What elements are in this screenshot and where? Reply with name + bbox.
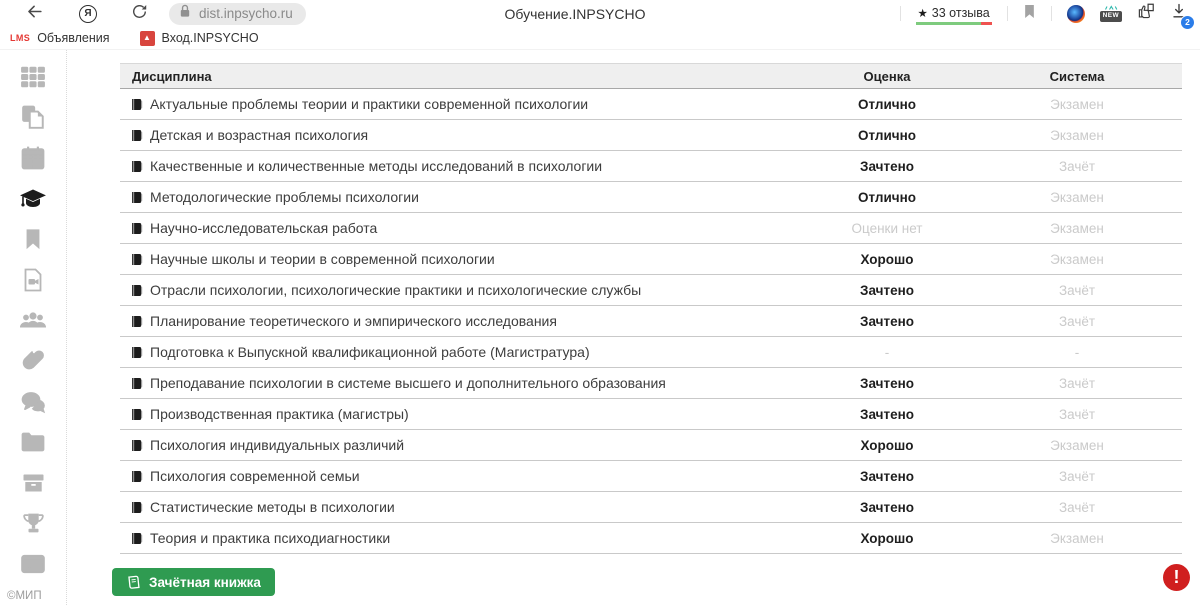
documents-icon <box>20 104 46 135</box>
header-grade: Оценка <box>863 68 911 84</box>
book-icon <box>130 470 143 483</box>
sidebar-item-grid[interactable] <box>0 59 66 100</box>
system-cell: Экзамен <box>1050 437 1104 453</box>
thumbs-icon <box>1137 2 1156 25</box>
book-icon <box>130 222 143 235</box>
sidebar-item-files[interactable] <box>0 424 66 465</box>
table-row <box>120 151 1182 182</box>
folder-icon <box>20 430 46 459</box>
system-cell: Зачёт <box>1058 282 1096 298</box>
refresh-icon <box>131 3 148 25</box>
sidebar-item-documents[interactable] <box>0 100 66 141</box>
discipline-name: Методологические проблемы психологии <box>150 189 419 205</box>
toolbar-divider <box>900 6 901 21</box>
discipline-cell[interactable] <box>120 437 802 453</box>
url-text: dist.inpsycho.ru <box>199 6 293 21</box>
grade-cell: Зачтено <box>860 375 914 391</box>
sidebar-item-users[interactable] <box>0 303 66 344</box>
system-cell: Зачёт <box>1058 406 1096 422</box>
system-cell: Экзамен <box>1050 96 1104 112</box>
book-icon <box>130 346 143 359</box>
discipline-name: Психология современной семьи <box>150 468 360 484</box>
grade-cell: Зачтено <box>860 282 914 298</box>
sidebar-item-media[interactable] <box>0 262 66 303</box>
grade-cell: Хорошо <box>860 437 914 453</box>
discipline-cell[interactable] <box>120 375 802 391</box>
discipline-name: Детская и возрастная психология <box>150 127 369 143</box>
address-bar[interactable] <box>169 3 306 25</box>
table-row <box>120 523 1182 554</box>
bookmark-flag-icon <box>1023 4 1036 24</box>
book-icon <box>125 574 141 590</box>
page-title: Обучение.INPSYCHO <box>504 5 646 22</box>
discipline-name: Отрасли психологии, психологические практики и психологические службы <box>150 282 642 298</box>
alert-notification-icon[interactable]: ! <box>1163 564 1190 591</box>
discipline-cell[interactable] <box>120 468 802 484</box>
bookmark-item-lms[interactable] <box>10 31 110 45</box>
book-icon <box>130 408 143 421</box>
lock-icon <box>179 4 191 23</box>
discipline-name: Преподавание психологии в системе высшего и дополнительного образования <box>150 375 666 391</box>
sidebar-nav <box>0 50 67 605</box>
refresh-button[interactable] <box>131 3 148 25</box>
sidebar-item-calendar[interactable] <box>0 140 66 181</box>
system-cell: Зачёт <box>1058 158 1096 174</box>
system-cell: Экзамен <box>1050 530 1104 546</box>
lms-favicon: LMS <box>10 33 31 43</box>
extension-globe-icon[interactable] <box>1067 5 1085 23</box>
book-icon <box>130 284 143 297</box>
table-header <box>120 63 1182 89</box>
sidebar-item-education[interactable] <box>0 181 66 222</box>
table-row <box>120 399 1182 430</box>
discipline-name: Статистические методы в психологии <box>150 499 395 515</box>
mip-favicon: ▲ <box>140 31 155 46</box>
grade-cell: Зачтено <box>860 499 914 515</box>
book-icon <box>130 439 143 452</box>
table-row <box>120 275 1182 306</box>
bookmarks-bar <box>0 27 1200 50</box>
table-row <box>120 244 1182 275</box>
discipline-cell[interactable] <box>120 189 802 205</box>
table-row <box>120 306 1182 337</box>
book-icon <box>130 501 143 514</box>
back-button[interactable] <box>25 2 44 26</box>
toolbar-divider <box>1051 6 1052 21</box>
discipline-cell[interactable] <box>120 282 802 298</box>
chat-icon <box>20 390 47 419</box>
header-system: Система <box>1049 68 1105 84</box>
discipline-cell[interactable] <box>120 499 802 515</box>
discipline-name: Актуальные проблемы теории и практики современной психологии <box>150 96 589 112</box>
users-icon <box>19 307 47 338</box>
grade-cell: Отлично <box>857 127 917 143</box>
discipline-cell[interactable] <box>120 158 802 174</box>
book-icon <box>130 377 143 390</box>
sidebar-item-archive[interactable] <box>0 465 66 506</box>
book-icon <box>130 191 143 204</box>
grade-cell: - <box>884 344 890 360</box>
reviews-count: 33 отзыва <box>931 5 990 20</box>
table-row <box>120 120 1182 151</box>
system-cell: - <box>1074 344 1080 360</box>
table-row <box>120 213 1182 244</box>
rating-bar-negative <box>981 22 992 25</box>
page-content <box>0 50 1200 605</box>
extension-new-icon[interactable] <box>1100 5 1122 22</box>
video-file-icon <box>21 267 45 298</box>
grade-cell: Зачтено <box>860 313 914 329</box>
grade-cell: Хорошо <box>860 251 914 267</box>
grade-cell: Зачтено <box>860 158 914 174</box>
site-reviews[interactable] <box>916 6 992 25</box>
discipline-cell[interactable] <box>120 344 802 360</box>
sidebar-item-payments[interactable] <box>0 546 66 587</box>
table-row <box>120 430 1182 461</box>
table-row <box>120 492 1182 523</box>
system-cell: Зачёт <box>1058 375 1096 391</box>
table-row <box>120 461 1182 492</box>
discipline-cell[interactable] <box>120 127 802 143</box>
gradebook-button-label: Зачётная книжка <box>149 574 261 590</box>
new-badge: NEW <box>1100 11 1122 22</box>
book-icon <box>130 532 143 545</box>
graduation-cap-icon <box>19 186 47 217</box>
grade-cell: Зачтено <box>860 406 914 422</box>
discipline-cell[interactable] <box>120 313 802 329</box>
bookmark-label: Объявления <box>37 31 110 45</box>
table-body <box>120 89 1182 554</box>
sidebar-item-achievements[interactable] <box>0 506 66 547</box>
bookmark-label: Вход.INPSYCHO <box>161 31 259 45</box>
card-icon <box>20 552 46 581</box>
bookmark-icon <box>22 227 44 256</box>
table-row <box>120 337 1182 368</box>
book-icon <box>130 129 143 142</box>
discipline-cell[interactable] <box>120 251 802 267</box>
reactions-button[interactable] <box>1137 2 1156 25</box>
grade-cell: Хорошо <box>860 530 914 546</box>
grid-icon <box>20 64 46 95</box>
book-icon <box>130 160 143 173</box>
gradebook-button[interactable] <box>112 568 275 596</box>
header-discipline: Дисциплина <box>132 68 212 84</box>
yandex-icon[interactable]: Я <box>79 5 97 23</box>
back-arrow-icon <box>25 2 44 26</box>
discipline-name: Теория и практика психодиагностики <box>150 530 391 546</box>
download-count-badge: 2 <box>1180 15 1195 30</box>
table-row <box>120 182 1182 213</box>
discipline-name: Качественные и количественные методы исследований в психологии <box>150 158 603 174</box>
discipline-name: Планирование теоретического и эмпирического исследования <box>150 313 557 329</box>
calendar-icon <box>20 145 46 176</box>
table-row <box>120 368 1182 399</box>
system-cell: Экзамен <box>1050 189 1104 205</box>
book-icon <box>130 315 143 328</box>
rating-bar <box>916 22 992 25</box>
table-row <box>120 89 1182 120</box>
browser-toolbar <box>0 0 1200 27</box>
system-cell: Экзамен <box>1050 220 1104 236</box>
grade-cell: Зачтено <box>860 468 914 484</box>
system-cell: Экзамен <box>1050 251 1104 267</box>
sidebar-item-bookmarks[interactable] <box>0 221 66 262</box>
book-icon <box>130 98 143 111</box>
bookmark-page-button[interactable] <box>1023 4 1036 24</box>
book-icon <box>130 253 143 266</box>
toolbar-divider <box>1007 6 1008 21</box>
archive-icon <box>21 471 46 500</box>
discipline-name: Подготовка к Выпускной квалификационной работе (Магистратура) <box>150 344 590 360</box>
downloads-button[interactable] <box>1171 3 1190 27</box>
system-cell: Зачёт <box>1058 313 1096 329</box>
grade-cell: Отлично <box>857 189 917 205</box>
grades-section <box>120 63 1182 596</box>
sidebar-item-chat[interactable] <box>0 384 66 425</box>
discipline-name: Научные школы и теории в современной психологии <box>150 251 495 267</box>
copyright-label: ©МИП <box>7 590 42 602</box>
sidebar-item-attachments[interactable] <box>0 343 66 384</box>
grade-cell: Оценки нет <box>851 220 923 236</box>
trophy-icon <box>21 511 46 541</box>
discipline-cell[interactable] <box>120 96 802 112</box>
discipline-cell[interactable] <box>120 530 802 546</box>
discipline-name: Производственная практика (магистры) <box>150 406 409 422</box>
system-cell: Зачёт <box>1058 468 1096 484</box>
grade-cell: Отлично <box>857 96 917 112</box>
discipline-name: Психология индивидуальных различий <box>150 437 405 453</box>
paperclip-icon <box>21 348 46 378</box>
discipline-name: Научно-исследовательская работа <box>150 220 378 236</box>
system-cell: Зачёт <box>1058 499 1096 515</box>
confetti-icon <box>1104 5 1118 10</box>
discipline-cell[interactable] <box>120 406 802 422</box>
bookmark-item-inpsycho[interactable] <box>140 31 259 46</box>
system-cell: Экзамен <box>1050 127 1104 143</box>
discipline-cell[interactable] <box>120 220 802 236</box>
star-icon: ★ <box>917 7 928 20</box>
